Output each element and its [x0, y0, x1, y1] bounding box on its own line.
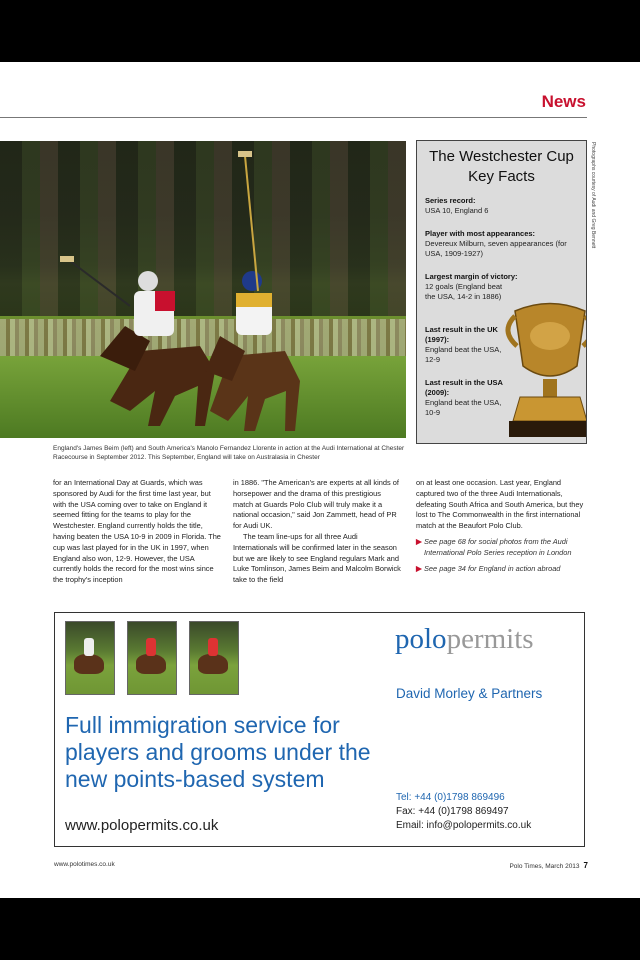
ad-thumbnail-1: [65, 621, 115, 695]
ad-email[interactable]: Email: info@polopermits.co.uk: [396, 820, 532, 831]
see-also-text: See page 68 for social photos from the Audi International Polo Series reception in London: [424, 536, 572, 557]
photo-credit: Photographs courtesy of Audi and Greg Bennett: [590, 142, 596, 249]
fact-text: USA 10, England 6: [425, 206, 489, 215]
fact-text: Devereux Milburn, seven appearances (for USA, 1909-1927): [425, 239, 567, 258]
fact-last-usa: [425, 378, 505, 418]
ad-partners: David Morley & Partners: [396, 686, 543, 701]
section-title: News: [541, 92, 586, 111]
see-also-text: See page 34 for England in action abroad: [424, 563, 561, 573]
rider-shape: [84, 638, 94, 656]
key-facts-box: [416, 140, 587, 444]
fact-label: Largest margin of victory:: [425, 272, 518, 281]
ad-thumbnail-2: [127, 621, 177, 695]
right-horse-rider: [205, 151, 300, 431]
ad-website-link[interactable]: www.polopermits.co.uk: [65, 817, 219, 834]
horse-shape: [74, 654, 104, 674]
logo-permits: permits: [446, 623, 534, 655]
polo-players-illustration: [0, 141, 406, 438]
fact-label: Player with most appearances:: [425, 229, 536, 238]
photo-caption: England's James Beim (left) and South America's Manolo Fernandez Llorente in action at the Audi International at Chester Racecourse in September 2012. This September, England will take on Australasia in Chester: [53, 445, 405, 461]
header-rule: [0, 117, 587, 118]
fact-text: 12 goals (England beat the USA, 14-2 in 1886): [425, 282, 503, 301]
see-also-link-england-abroad[interactable]: [416, 564, 588, 575]
westchester-cup-trophy-image: [505, 291, 587, 441]
key-facts-title-line1: The Westchester Cup: [429, 148, 574, 165]
key-facts-title: [417, 147, 586, 187]
fact-text: England beat the USA, 12-9: [425, 345, 502, 364]
see-also-link-social-photos[interactable]: [416, 537, 588, 559]
magazine-page: [0, 62, 640, 898]
article-paragraph: The team line-ups for all three Audi Internationals will be confirmed later in the season but we are likely to see England regulars Mark and Luke Tomlinson, James Beim and Malcolm Borwick take to the field: [233, 531, 401, 585]
footer-issue-text: Polo Times, March 2013: [509, 863, 580, 870]
arrow-icon: ▶: [416, 563, 422, 573]
fact-text: England beat the USA, 10-9: [425, 398, 502, 417]
fact-series-record: [425, 196, 570, 216]
ad-fax: Fax: +44 (0)1798 869497: [396, 806, 509, 817]
horse-shape: [198, 654, 228, 674]
fact-label: Series record:: [425, 196, 476, 205]
ad-contact-details: [396, 791, 531, 833]
polo-match-photo: [0, 141, 406, 438]
rider-shape: [208, 638, 218, 656]
article-column-1: for an International Day at Guards, which was sponsored by Audi for the first time last year, but with the USA coming over to take on England it seemed fitting for the teams to play for the Westchester. England currently holds the title, having beaten the USA 10-9 in 2009 in Florida. The cup was last played for in the UK in 1997, when England also won, 12-9. However, the USA currently holds the record for the most wins since the trophy's inception: [53, 478, 221, 585]
article-column-3: [416, 478, 588, 574]
article-paragraph: in 1886. "The American's are experts at all kinds of horsepower and the drama of this prestigious match at Guards Polo Club will truly make it a national occasion," said Jon Zammett, head of PR for Audi UK.: [233, 478, 399, 531]
fact-last-uk: [425, 325, 505, 365]
fact-largest-margin: [425, 272, 518, 302]
key-facts-title-line2: Key Facts: [468, 168, 535, 185]
page-number: 7: [583, 861, 588, 870]
article-paragraph: on at least one occasion. Last year, England captured two of the three Audi Internationals, defeating South Africa and South America, but they lost to The Commonwealth in the first international match at the Beaufort Polo Club.: [416, 478, 584, 531]
fact-most-appearances: [425, 229, 570, 259]
polopermits-advert[interactable]: [54, 612, 585, 847]
ad-headline: Full immigration service for players and grooms under the new points-based system: [65, 712, 371, 792]
arrow-icon: ▶: [416, 536, 422, 546]
fact-label: Last result in the UK (1997):: [425, 325, 498, 344]
rider-shape: [146, 638, 156, 656]
left-horse-rider: [60, 256, 215, 426]
fact-label: Last result in the USA (2009):: [425, 378, 503, 397]
polopermits-logo: [395, 623, 534, 656]
ad-thumbnail-3: [189, 621, 239, 695]
horse-shape: [136, 654, 166, 674]
footer-issue: [509, 861, 588, 870]
logo-polo: polo: [395, 623, 447, 655]
footer-url[interactable]: www.polotimes.co.uk: [54, 861, 115, 868]
ad-telephone[interactable]: Tel: +44 (0)1798 869496: [396, 792, 505, 803]
article-column-2: [233, 478, 401, 586]
